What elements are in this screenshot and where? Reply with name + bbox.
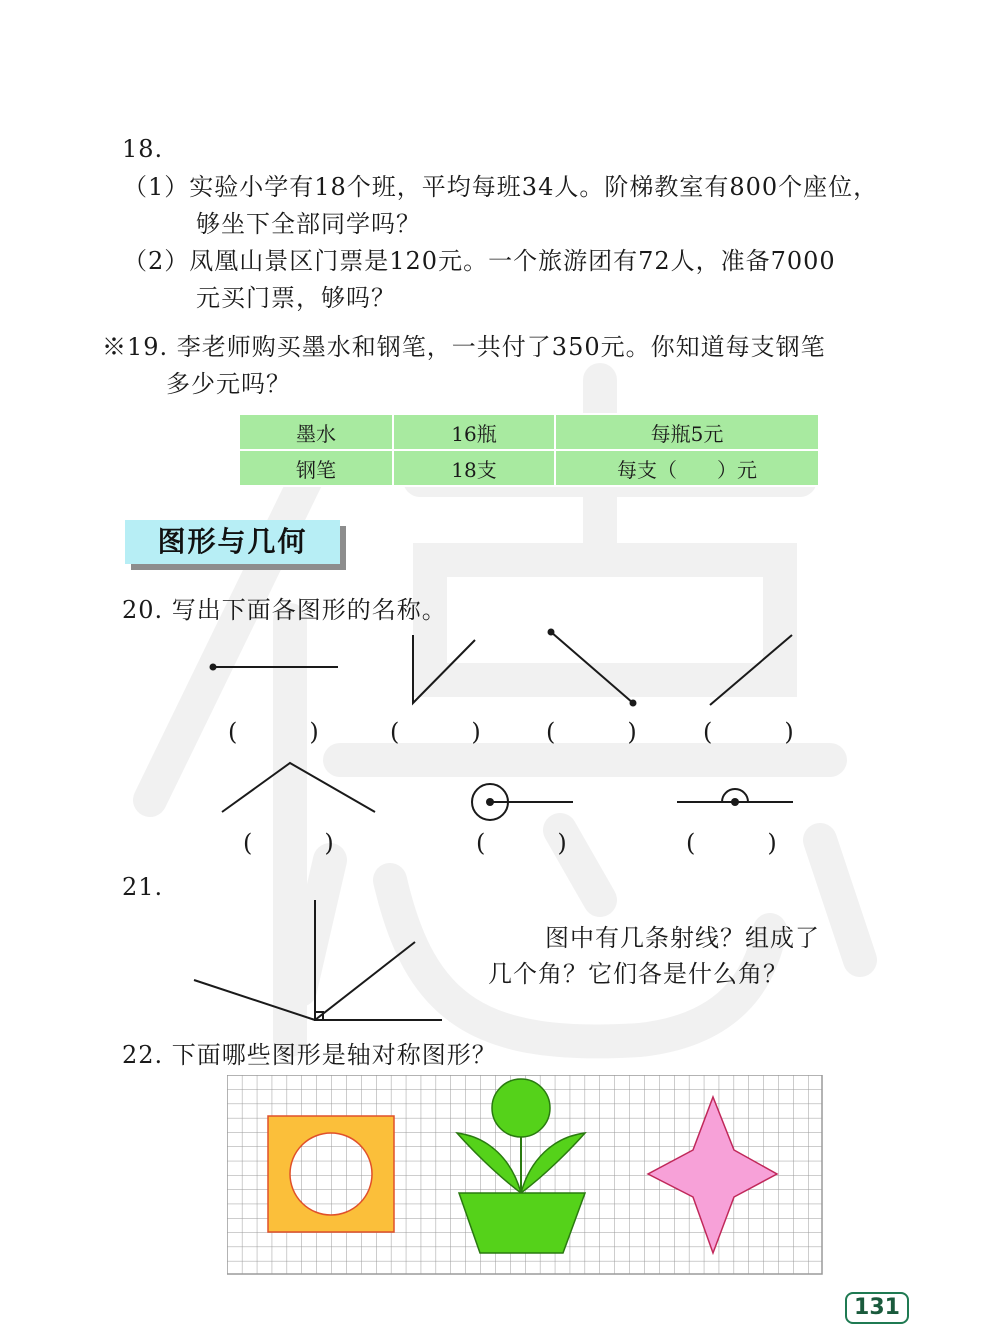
section-title: 图形与几何 <box>125 520 340 564</box>
page-number: 131 <box>845 1292 909 1324</box>
answer-blank-2[interactable]: ( ) <box>390 718 481 746</box>
answer-blank-3[interactable]: ( ) <box>546 718 637 746</box>
table-cell: 18支 <box>394 451 554 485</box>
q20-text: 20. 写出下面各图形的名称。 <box>122 596 447 624</box>
symmetry-grid <box>227 1075 823 1275</box>
table-cell: 每瓶5元 <box>556 415 818 449</box>
answer-blank-5[interactable]: ( ) <box>243 829 334 857</box>
q22-text: 22. 下面哪些图形是轴对称图形？ <box>122 1041 497 1069</box>
q19-line1: ※19. 李老师购买墨水和钢笔，一共付了350元。你知道每支钢笔 <box>102 333 826 361</box>
answer-blank-7[interactable]: ( ) <box>686 829 777 857</box>
q18-part2-line2: 元买门票，够吗？ <box>196 284 396 312</box>
answer-blank-1[interactable]: ( ) <box>228 718 319 746</box>
table-cell: 钢笔 <box>240 451 392 485</box>
q21-line1: 图中有几条射线？组成了 <box>545 924 820 952</box>
table-cell: 每支（ ）元 <box>556 451 818 485</box>
table-cell: 16瓶 <box>394 415 554 449</box>
answer-blank-6[interactable]: ( ) <box>476 829 567 857</box>
answer-blank-4[interactable]: ( ) <box>703 718 794 746</box>
q18-part1-line1: （1）实验小学有18个班，平均每班34人。阶梯教室有800个座位， <box>123 173 879 201</box>
q19-line2: 多少元吗？ <box>166 370 291 398</box>
q21-line2: 几个角？它们各是什么角？ <box>488 960 788 988</box>
q18-number: 18. <box>122 135 164 163</box>
table-cell: 墨水 <box>240 415 392 449</box>
q18-part2-line1: （2）凤凰山景区门票是120元。一个旅游团有72人，准备7000 <box>123 247 836 275</box>
q21-number: 21. <box>122 873 164 901</box>
q18-part1-line2: 够坐下全部同学吗？ <box>196 210 421 238</box>
